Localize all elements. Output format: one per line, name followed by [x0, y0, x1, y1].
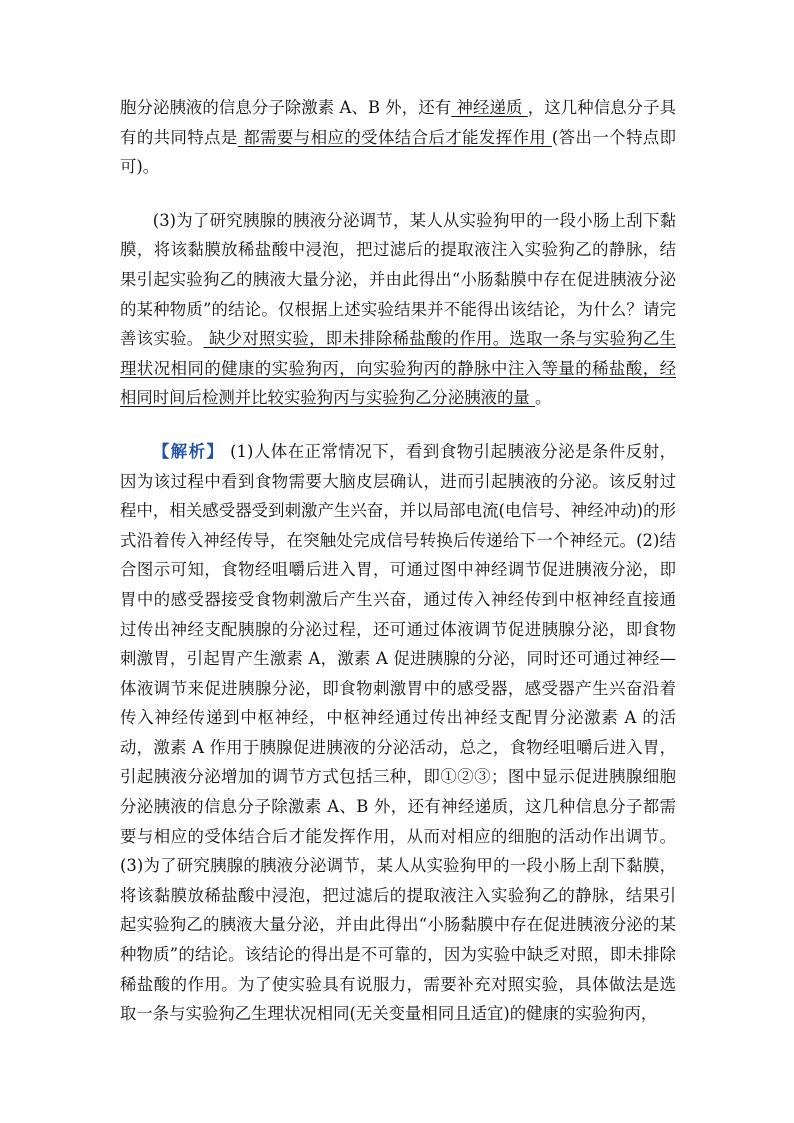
analysis-text: (1)人体在正常情况下，看到食物引起胰液分泌是条件反射，因为该过程中看到食物需要大脑皮层确认，进而引起胰液的分泌。该反射过程中，相关感受器受到刺激产生兴奋，并以局部电流(电信号、神经冲动)的形式沿着传入神经传导，在突触处完成信号转换后传递给下一个神经元。(2)结合图示可知，食物经咀嚼后进入胃，可通过图中神经调节促进胰液分泌，即胃中的感受器接受食物刺激后产生兴奋，通过传入神经传到中枢神经直接通过传出神经支配胰腺的分泌过程，还可通过体液调节促进胰腺分泌，即食物刺激胃，引起胃产生激素 A，激素 A 促进胰腺的分泌，同时还可通过神经—体液调节来促进胰腺分泌，即食物刺激胃中的感受器，感受器产生兴奋沿着传入神经传递到中枢神经，中枢神经通过传出神经支配胃分泌激素 A 的活动，激素 A 作用于胰腺促进胰液的分泌活动，总之，食物经咀嚼后进入胃，引起胰液分泌增加的调节方式包括三种，即①②③；图中显示促进胰腺细胞分泌胰液的信息分子除激素 A、B 外，还有神经递质，这几种信息分子都需要与相应的受体结合后才能发挥作用，从而对相应的细胞的活动作出调节。(3)为了研究胰腺的胰液分泌调节，某人从实验狗甲的一段小肠上刮下黏膜，将该黏膜放稀盐酸中浸泡，把过滤后的提取液注入实验狗乙的静脉，结果引起实验狗乙的胰液大量分泌，并由此得出“小肠黏膜中存在促进胰液分泌的某种物质”的结论。该结论的得出是不可靠的，因为实验中缺乏对照，即未排除稀盐酸的作用。为了使实验具有说服力，需要补充对照实验，具体做法是选取一条与实验狗乙生理状况相同(无关变量相同且适宜)的健康的实验狗丙，	[120, 441, 676, 1024]
answer-blank-neurotransmitter: 神经递质	[451, 98, 528, 117]
para1-text-2: ，这几种信息分子具有的共同特点是	[120, 98, 677, 147]
paragraph-spacer	[120, 413, 676, 437]
analysis-tag: 【解析】	[152, 441, 225, 461]
answer-blank-experiment: 缺少对照实验，即未排除稀盐酸的作用。选取一条与实验狗乙生理状况相同的健康的实验狗丙，向实验狗丙的静脉中注入等量的稀盐酸，经相同时间后检测并比较实验狗丙与实验狗乙分泌胰液的量	[120, 329, 676, 408]
document-page	[120, 93, 676, 1029]
question-3-text: (3)为了研究胰腺的胰液分泌调节，某人从实验狗甲的一段小肠上刮下黏膜，将该黏膜放稀盐酸中浸泡，把过滤后的提取液注入实验狗乙的静脉，结果引起实验狗乙的胰液大量分泌，并由此得出“小肠黏膜中存在促进胰液分泌的某种物质”的结论。仅根据上述实验结果并不能得出该结论，为什么？请完善该实验。	[120, 210, 676, 349]
answer-paragraph-2	[120, 93, 676, 182]
answer-blank-common-feature: 都需要与相应的受体结合后才能发挥作用	[237, 127, 552, 147]
para1-text-3: (答出一个特点即可)。	[120, 127, 677, 177]
para1-text-1: 胞分泌胰液的信息分子除激素 A、B 外，还有	[120, 98, 452, 117]
question-3-end: 。	[534, 388, 552, 408]
question-paragraph-3	[120, 206, 676, 413]
paragraph-spacer	[120, 182, 676, 206]
analysis-paragraph	[120, 437, 676, 1029]
